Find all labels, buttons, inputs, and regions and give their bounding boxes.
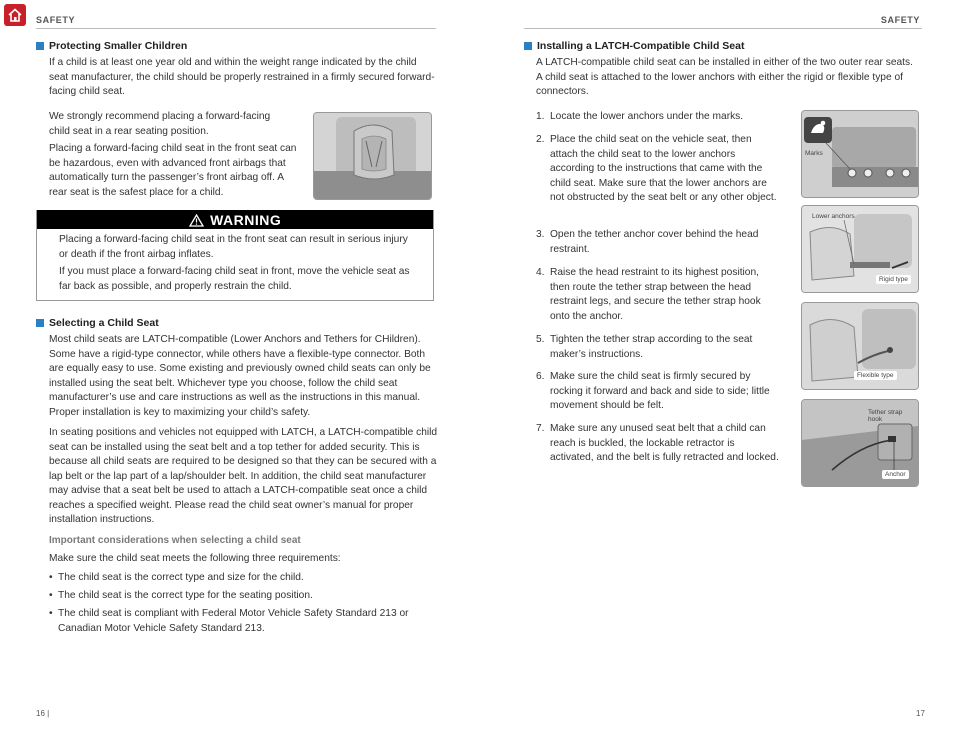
list-item: • The child seat is the correct type for the seating position. [49,589,438,604]
step-item: 2. Place the child seat on the vehicle seat, then attach the child seat to the lower anchors according to the instructions that came with the child seat. Make sure that the lower anchors are not obstructed by the seat belt or any other object. [536,134,777,203]
tether-strap-anchor-image [801,399,919,487]
section-selecting-a-child-seat [36,317,159,329]
warning-header [37,210,433,229]
warning-text: Placing a forward-facing child seat in the front seat can result in serious injury or death if the front airbag inflates. [59,234,408,260]
step-item: 4. Raise the head restraint to its highest position, then route the tether strap between the head restraint legs, and secure the tether strap hook onto the anchor. [536,267,761,322]
bullet-icon: • [49,608,53,619]
paragraph: A LATCH-compatible child seat can be installed in either of the two outer rear seats. A child seat is attached to the lower anchors with either the rigid or flexible type of connectors. [536,57,913,97]
rigid-type-connector-image [801,205,919,293]
paragraph: In seating positions and vehicles not equipped with LATCH, a LATCH-compatible child seat can be installed using the seat belt and a top tether for added security. This is because all child seats are required to be designed so that they can be secured with a lap belt or the lap part of a lap/shoulder belt. In addition, the child seat manufacturer may advise that a seat belt be used to attach a LATCH-compatible seat once a child reaches a specified weight. Please read the child seat owner’s manual for proper installation instructions. [49,427,438,525]
paragraph: Most child seats are LATCH-compatible (Lower Anchors and Tethers for CHildren). Some have a rigid-type connector, while others have a flexible-type connector. Both are equally easy to use. Some existing and previously owned child seats can only be installed using the seat belt. Whichever type you choose, follow the child seat manufacturer’s use and care instructions as well as the instructions in this manual. Proper installation is key to maximizing your child’s safety. [49,334,431,418]
list-item: • The child seat is compliant with Federal Motor Vehicle Safety Standard 213 or Canadian Motor Vehicle Safety Standard 213. [49,608,409,634]
section-marker-icon [524,42,532,50]
step-item: 3. Open the tether anchor cover behind the head restraint. [536,229,759,255]
header-title-left: SAFETY [36,15,76,25]
right-page [480,0,960,738]
section-title: Installing a LATCH-Compatible Child Seat [537,40,745,52]
home-icon[interactable] [4,4,26,26]
bullet-icon: • [49,572,53,583]
paragraph: Make sure the child seat meets the following three requirements: [49,553,341,564]
paragraph: If a child is at least one year old and within the weight range indicated by the child seat manufacturer, the child should be properly restrained in a firmly secured forward-facing child seat. [49,57,435,97]
page-number-right: 17 [916,709,925,718]
step-item: 7. Make sure any unused seat belt that a child can reach is buckled, the lockable retractor is activated, and the belt is fully retracted and locked. [536,423,779,463]
section-title: Protecting Smaller Children [49,40,188,52]
subheading: Important considerations when selecting a child seat [49,535,301,546]
forward-facing-child-seat-image [313,112,432,200]
header-title-right: SAFETY [880,15,920,25]
figure-label-flexible-type: Flexible type [854,371,897,380]
step-item: 1. Locate the lower anchors under the marks. [536,111,744,122]
section-installing-latch-child-seat [524,40,744,52]
warning-triangle-icon [189,214,204,227]
section-marker-icon [36,42,44,50]
list-item: • The child seat is the correct type and size for the child. [49,571,438,586]
paragraph: We strongly recommend placing a forward-facing child seat in a rear seating position. [49,111,271,137]
flexible-type-connector-image [801,302,919,390]
section-title: Selecting a Child Seat [49,317,159,329]
figure-label-anchor: Anchor [882,470,909,479]
header-rule-left [36,28,436,29]
warning-box [36,210,434,301]
warning-text: If you must place a forward-facing child seat in front, move the vehicle seat as far back as possible, and properly restrain the child. [59,266,410,292]
section-marker-icon [36,319,44,327]
lower-anchor-marks-image [801,110,919,198]
figure-label-rigid-type: Rigid type [876,275,911,284]
figure-label-tether-strap-hook: Tether strap hook [868,409,903,423]
step-item: 5. Tighten the tether strap according to the seat maker’s instructions. [536,334,753,360]
figure-label-lower-anchors: Lower anchors [812,213,855,220]
page-number-left: 16 | [36,709,50,718]
bullet-icon: • [49,590,53,601]
section-protecting-smaller-children [36,40,187,52]
step-item: 6. Make sure the child seat is firmly secured by rocking it forward and back and side to side; little movement should be felt. [536,371,770,411]
header-rule-right [524,28,922,29]
figure-label-marks: Marks [805,150,823,157]
home-glyph-icon [7,7,23,23]
paragraph: Placing a forward-facing child seat in the front seat can be hazardous, even with advanced front airbags that automatically turn the passenger’s front airbag off. A rear seat is the safest place for a child. [49,143,297,198]
warning-title: WARNING [210,211,282,228]
